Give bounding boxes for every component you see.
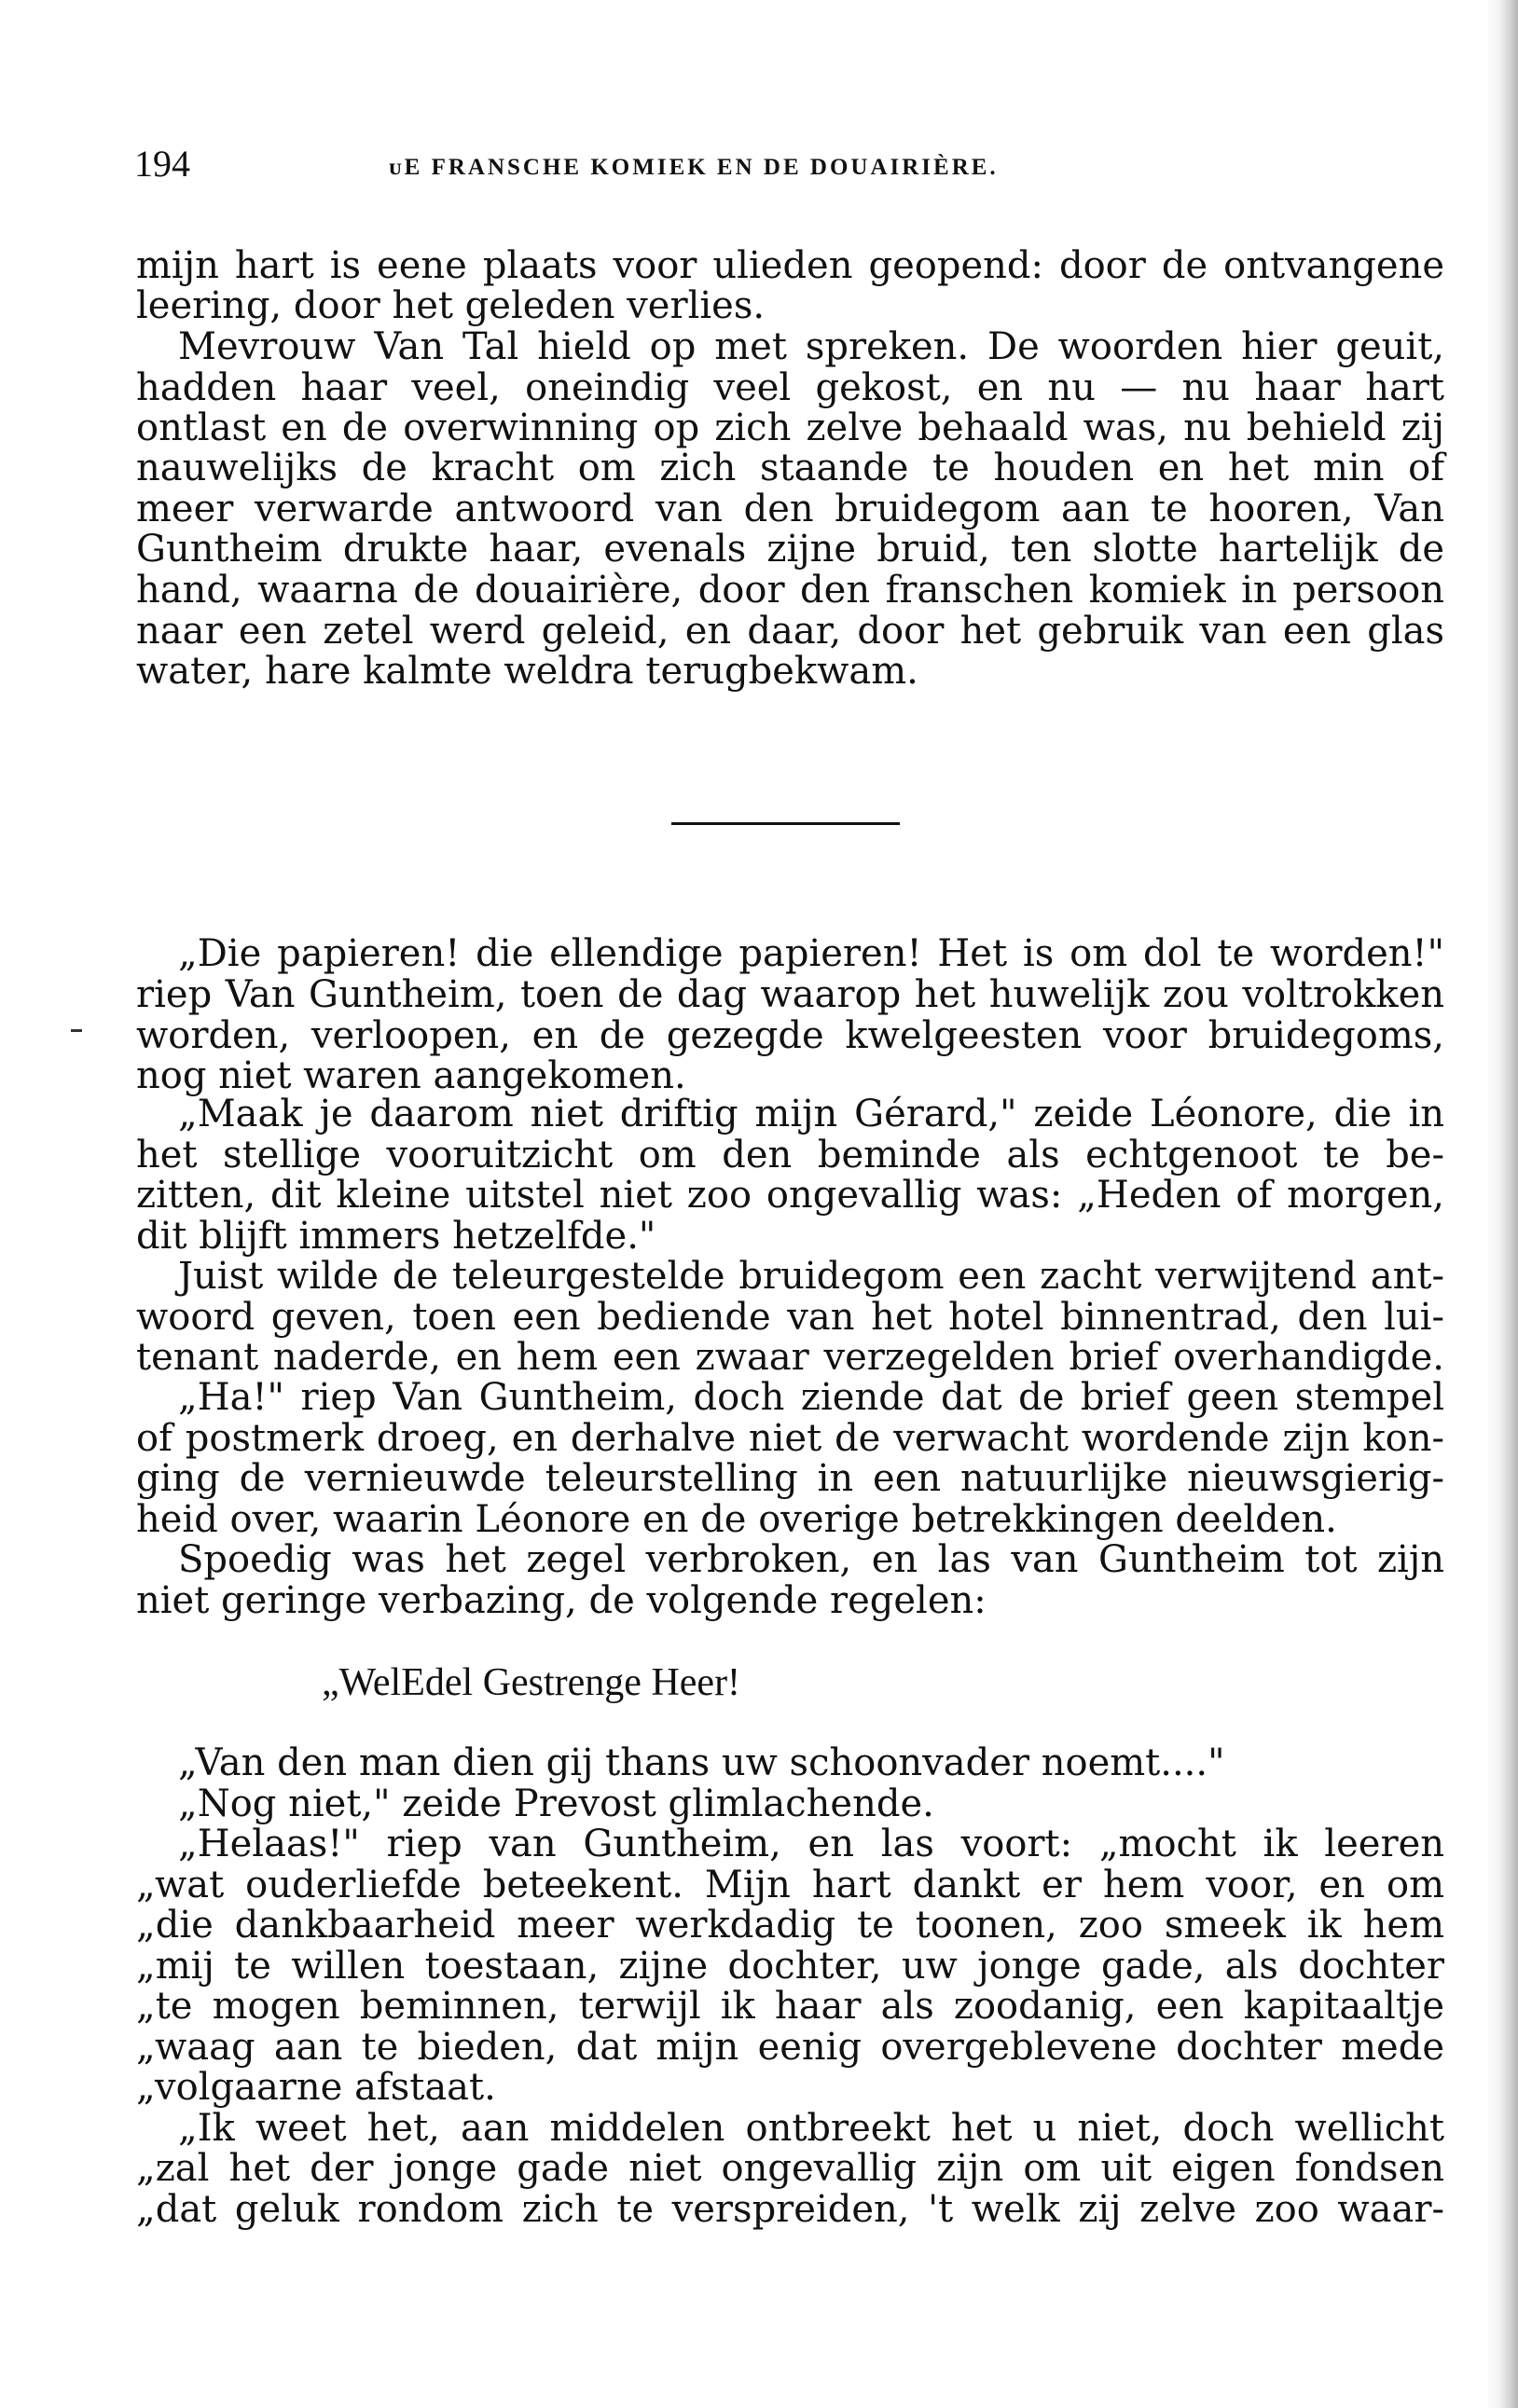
text-line: zitten, dit kleine uitstel niet zoo ongevallig was: „Heden of morgen, xyxy=(136,1174,1444,1217)
text-line: Guntheim drukte haar, evenals zijne bruid, ten slotte hartelijk de xyxy=(136,528,1444,571)
text-line: „Helaas!" riep van Guntheim, en las voort: „mocht ik leeren xyxy=(178,1823,1444,1865)
text-line: leering, door het geleden verlies. xyxy=(136,284,766,327)
text-line: dit blijft immers hetzelfde." xyxy=(136,1215,656,1258)
text-line: tenant naderde, en hem een zwaar verzegelden brief overhandigde. xyxy=(136,1336,1444,1379)
text-line: „Maak je daarom niet driftig mijn Gérard," zeide Léonore, die in xyxy=(178,1093,1444,1135)
text-line: „Nog niet," zeide Prevost glimlachende. xyxy=(178,1782,934,1825)
text-line: mijn hart is eene plaats voor ulieden geopend: door de ontvangene xyxy=(136,244,1444,287)
text-line: riep Van Guntheim, toen de dag waarop het huwelijk zou voltrokken xyxy=(136,973,1444,1016)
margin-mark xyxy=(71,1029,82,1032)
text-line: Juist wilde de teleurgestelde bruidegom een zacht verwijtend ant- xyxy=(178,1255,1444,1298)
text-line: „wat ouderliefde beteekent. Mijn hart dankt er hem voor, en om xyxy=(136,1864,1444,1906)
text-line: naar een zetel werd geleid, en daar, door het gebruik van een glas xyxy=(136,610,1444,653)
text-line: worden, verloopen, en de gezegde kwelgeesten voor bruidegoms, xyxy=(136,1014,1444,1057)
text-line: „dat geluk rondom zich te verspreiden, 't welk zij zelve zoo waar- xyxy=(136,2188,1444,2231)
page-edge-shadow xyxy=(1486,0,1518,2408)
page-header xyxy=(131,140,1436,196)
text-line: „mij te willen toestaan, zijne dochter, uw jonge gade, als dochter xyxy=(136,1945,1444,1988)
text-line: ging de vernieuwde teleurstelling in een natuurlijke nieuwsgierig- xyxy=(136,1457,1444,1500)
text-line: „die dankbaarheid meer werkdadig te toonen, zoo smeek ik hem xyxy=(136,1904,1444,1947)
text-line: het stellige vooruitzicht om den beminde als echtgenoot te be- xyxy=(136,1134,1444,1176)
text-line: „te mogen beminnen, terwijl ik haar als zoodanig, een kapitaaltje xyxy=(136,1985,1444,2028)
text-line: „zal het der jonge gade niet ongevallig zijn om uit eigen fondsen xyxy=(136,2147,1444,2190)
text-line: Mevrouw Van Tal hield op met spreken. De woorden hier geuit, xyxy=(178,325,1444,368)
text-line: „volgaarne afstaat. xyxy=(136,2066,496,2109)
text-line: hand, waarna de douairière, door den franschen komiek in persoon xyxy=(136,569,1444,612)
text-line: woord geven, toen een bediende van het hotel binnentrad, den lui- xyxy=(136,1296,1444,1339)
text-line: nauwelijks de kracht om zich staande te houden en het min of xyxy=(136,447,1444,489)
text-line: nog niet waren aangekomen. xyxy=(136,1054,686,1097)
page-number: 194 xyxy=(134,143,190,185)
text-line: Spoedig was het zegel verbroken, en las van Guntheim tot zijn xyxy=(178,1538,1444,1581)
text-line: „Ik weet het, aan middelen ontbreekt het u niet, doch wellicht xyxy=(178,2107,1444,2150)
text-line: meer verwarde antwoord van den bruidegom aan te hooren, Van xyxy=(136,488,1444,530)
running-title: ᴜE FRANSCHE KOMIEK EN DE DOUAIRIÈRE. xyxy=(389,155,999,180)
text-line: „Ha!" riep Van Guntheim, doch ziende dat de brief geen stempel xyxy=(178,1376,1444,1419)
text-line: heid over, waarin Léonore en de overige betrekkingen deelden. xyxy=(136,1498,1337,1541)
letter-salutation: „WelEdel Gestrenge Heer! xyxy=(322,1661,741,1704)
text-line: ontlast en de overwinning op zich zelve behaald was, nu behield zij xyxy=(136,406,1444,449)
section-divider xyxy=(671,822,900,825)
text-line: water, hare kalmte weldra terugbekwam. xyxy=(136,650,918,693)
text-line: niet geringe verbazing, de volgende regelen: xyxy=(136,1579,987,1622)
text-line: „Die papieren! die ellendige papieren! Het is om dol te worden!" xyxy=(178,932,1444,975)
text-line: „Van den man dien gij thans uw schoonvader noemt...." xyxy=(178,1741,1225,1784)
text-line: hadden haar veel, oneindig veel gekost, en nu — nu haar hart xyxy=(136,366,1444,409)
text-line: of postmerk droeg, en derhalve niet de verwacht wordende zijn kon- xyxy=(136,1417,1444,1460)
text-line: „waag aan te bieden, dat mijn eenig overgeblevene dochter mede xyxy=(136,2026,1444,2069)
